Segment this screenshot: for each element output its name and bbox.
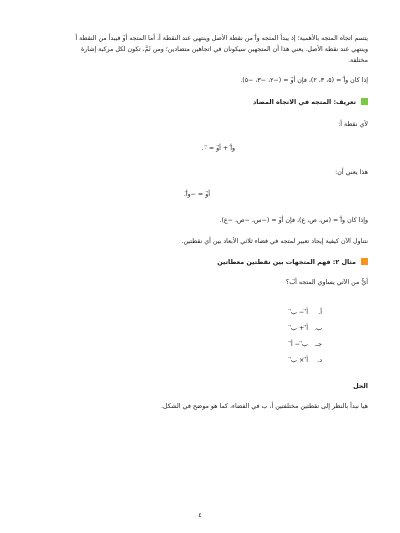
solution-text: هيا نبدأ بالنظر إلى نقطتين مختلفتين أ، ب في الفضاء، كما هو موضح في الشكل. — [161, 403, 368, 410]
example-2-title: مثال ٢: فهم المتجهات بين نقطتين معطاتين — [217, 258, 356, 266]
option-b-text: أ⃗ + ب⃗ — [291, 325, 308, 332]
definition-title: تعريف: المتجه في الاتجاه المضاد — [252, 98, 356, 106]
option-d-text: أ⃗ × ب⃗ — [291, 357, 308, 364]
definition-green-square-icon — [361, 98, 368, 105]
option-d — [291, 356, 322, 366]
intro-line-1: يتسم اتجاه المتجه بالأهمية؛ إذ يبدأ المتجه و⃗أ من نقطة الأصل وينتهي عند النقطة أ، أما المتجه أ⃗و فيبدأ من النقطة أ — [75, 35, 368, 42]
definition-equation-2: أ⃗و = −و⃗أ. — [183, 191, 210, 198]
option-a-text: أ⃗ − ب⃗ — [291, 309, 308, 316]
example-2-heading — [217, 257, 368, 267]
solution-heading: الحل — [353, 382, 368, 390]
intro-line-2: وينتهي عند نقطة الأصل. يعني هذا أن المتجهين سيكونان في اتجاهين متضادين؛ ومن ثَمَّ، تكون لكل مركبة إشارة — [80, 46, 368, 53]
option-d-letter: د. — [317, 357, 322, 364]
transition-paragraph: نتناول الآن كيفية إيجاد تعبير لمتجه في فضاء ثلاثي الأبعاد بين أي نقطتين. — [181, 238, 368, 245]
definition-heading — [253, 97, 368, 107]
option-b-letter: ب. — [314, 325, 322, 332]
definition-general-case: وإذا كان و⃗أ = (س، ص، ع)، فإن أ⃗و = (−س، −ص، −ع). — [219, 217, 368, 224]
definition-for-point: لأي نقطة أ: — [338, 121, 368, 128]
option-a-letter: أ. — [318, 309, 322, 316]
option-c — [291, 340, 322, 350]
page-number: ٤ — [198, 511, 202, 519]
definition-equation-1: و⃗أ + أ⃗و = ٠⃗. — [201, 145, 235, 152]
definition-this-means: هذا يعني أن: — [335, 169, 368, 176]
option-b — [291, 324, 322, 334]
example-orange-square-icon — [361, 258, 368, 265]
example-equation-line: إذا كان و⃗أ = (٥، ٣، ٢)، فإن أ⃗و = (−٢، −٣، −٥). — [240, 77, 368, 84]
example-2-question: أيٌّ من الآتي يساوي المتجه أ⃗ب؟ — [285, 279, 368, 286]
option-a — [291, 308, 322, 318]
option-c-text: ب⃗ − أ⃗ — [291, 341, 308, 348]
intro-line-3: مختلفة. — [348, 57, 368, 64]
option-c-letter: جـ. — [314, 341, 322, 348]
